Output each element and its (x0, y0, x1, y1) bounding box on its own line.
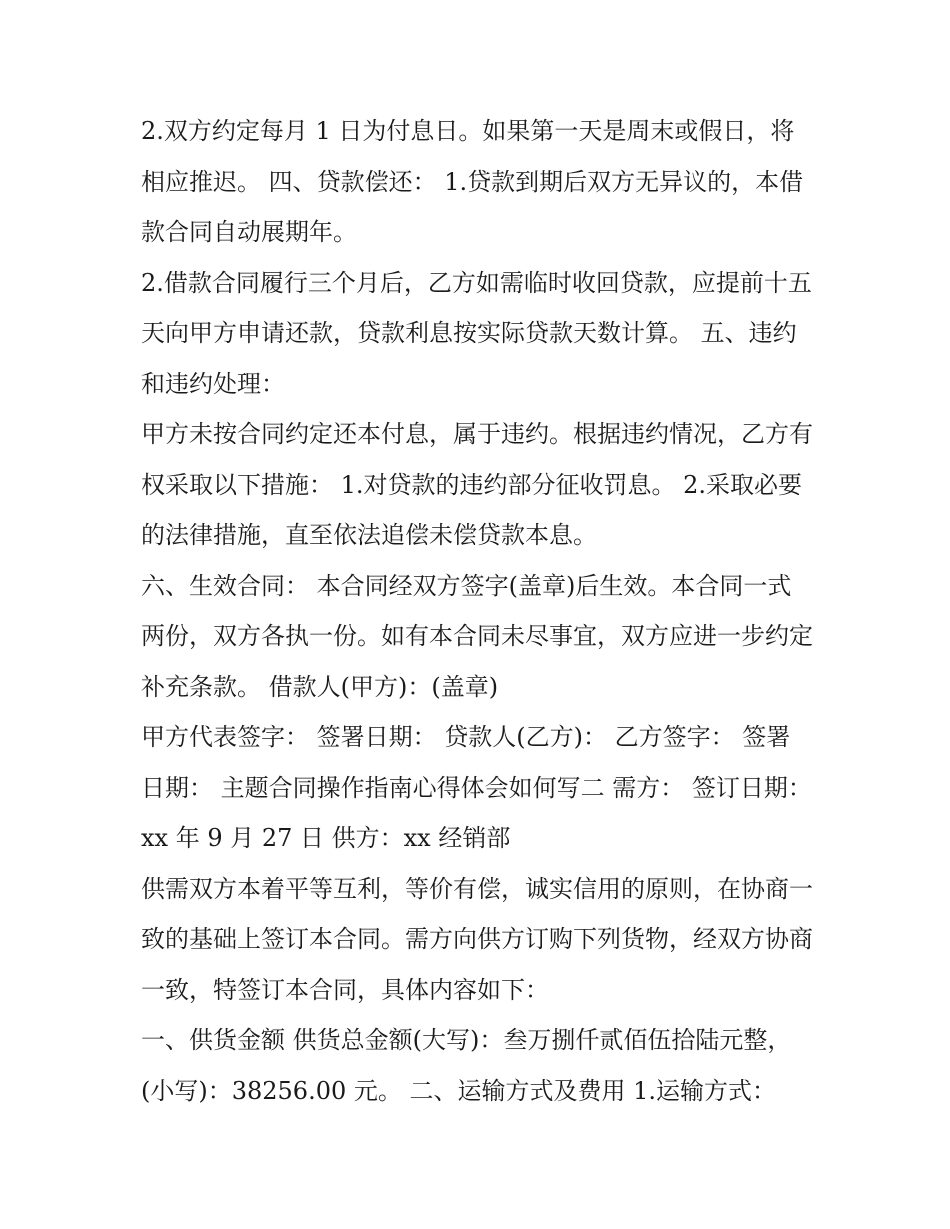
paragraph-contract-effect: 六、生效合同： 本合同经双方签字(盖章)后生效。本合同一式两份，双方各执一份。如有本合同未尽事宜，双方应进一步约定补充条款。 借款人(甲方)：(盖章) (141, 571, 813, 701)
paragraph-early-repayment: 2.借款合同履行三个月后，乙方如需临时收回贷款，应提前十五天向甲方申请还款，贷款利息按实际贷款天数计算。 五、违约和违约处理： (141, 268, 812, 398)
paragraph-signatures: 甲方代表签字： 签署日期： 贷款人(乙方)： 乙方签字： 签署日期： 主题合同操作指南心得体会如何写二 需方： 签订日期：xx 年 9 月 27 日 供方：xx 经销部 (141, 723, 812, 852)
paragraph-supply-principles: 供需双方本着平等互利，等价有偿，诚实信用的原则，在协商一致的基础上签订本合同。需方向供方订购下列货物，经双方协商一致，特签订本合同，具体内容如下： (141, 874, 813, 1004)
paragraph-default-handling: 甲方未按合同约定还本付息，属于违约。根据违约情况，乙方有权采取以下措施： 1.对贷款的违约部分征收罚息。 2.采取必要的法律措施，直至依法追偿未偿贷款本息。 (141, 420, 813, 549)
document-body (141, 106, 813, 1116)
paragraph-payment-date: 2.双方约定每月 1 日为付息日。如果第一天是周末或假日，将相应推迟。 四、贷款偿还： 1.贷款到期后双方无异议的，本借款合同自动展期年。 (141, 117, 804, 246)
paragraph-supply-amount: 一、供货金额 供货总金额(大写)：叁万捌仟贰佰伍拾陆元整，(小写)：38256.00 元。 二、运输方式及费用 1.运输方式： (141, 1026, 792, 1105)
